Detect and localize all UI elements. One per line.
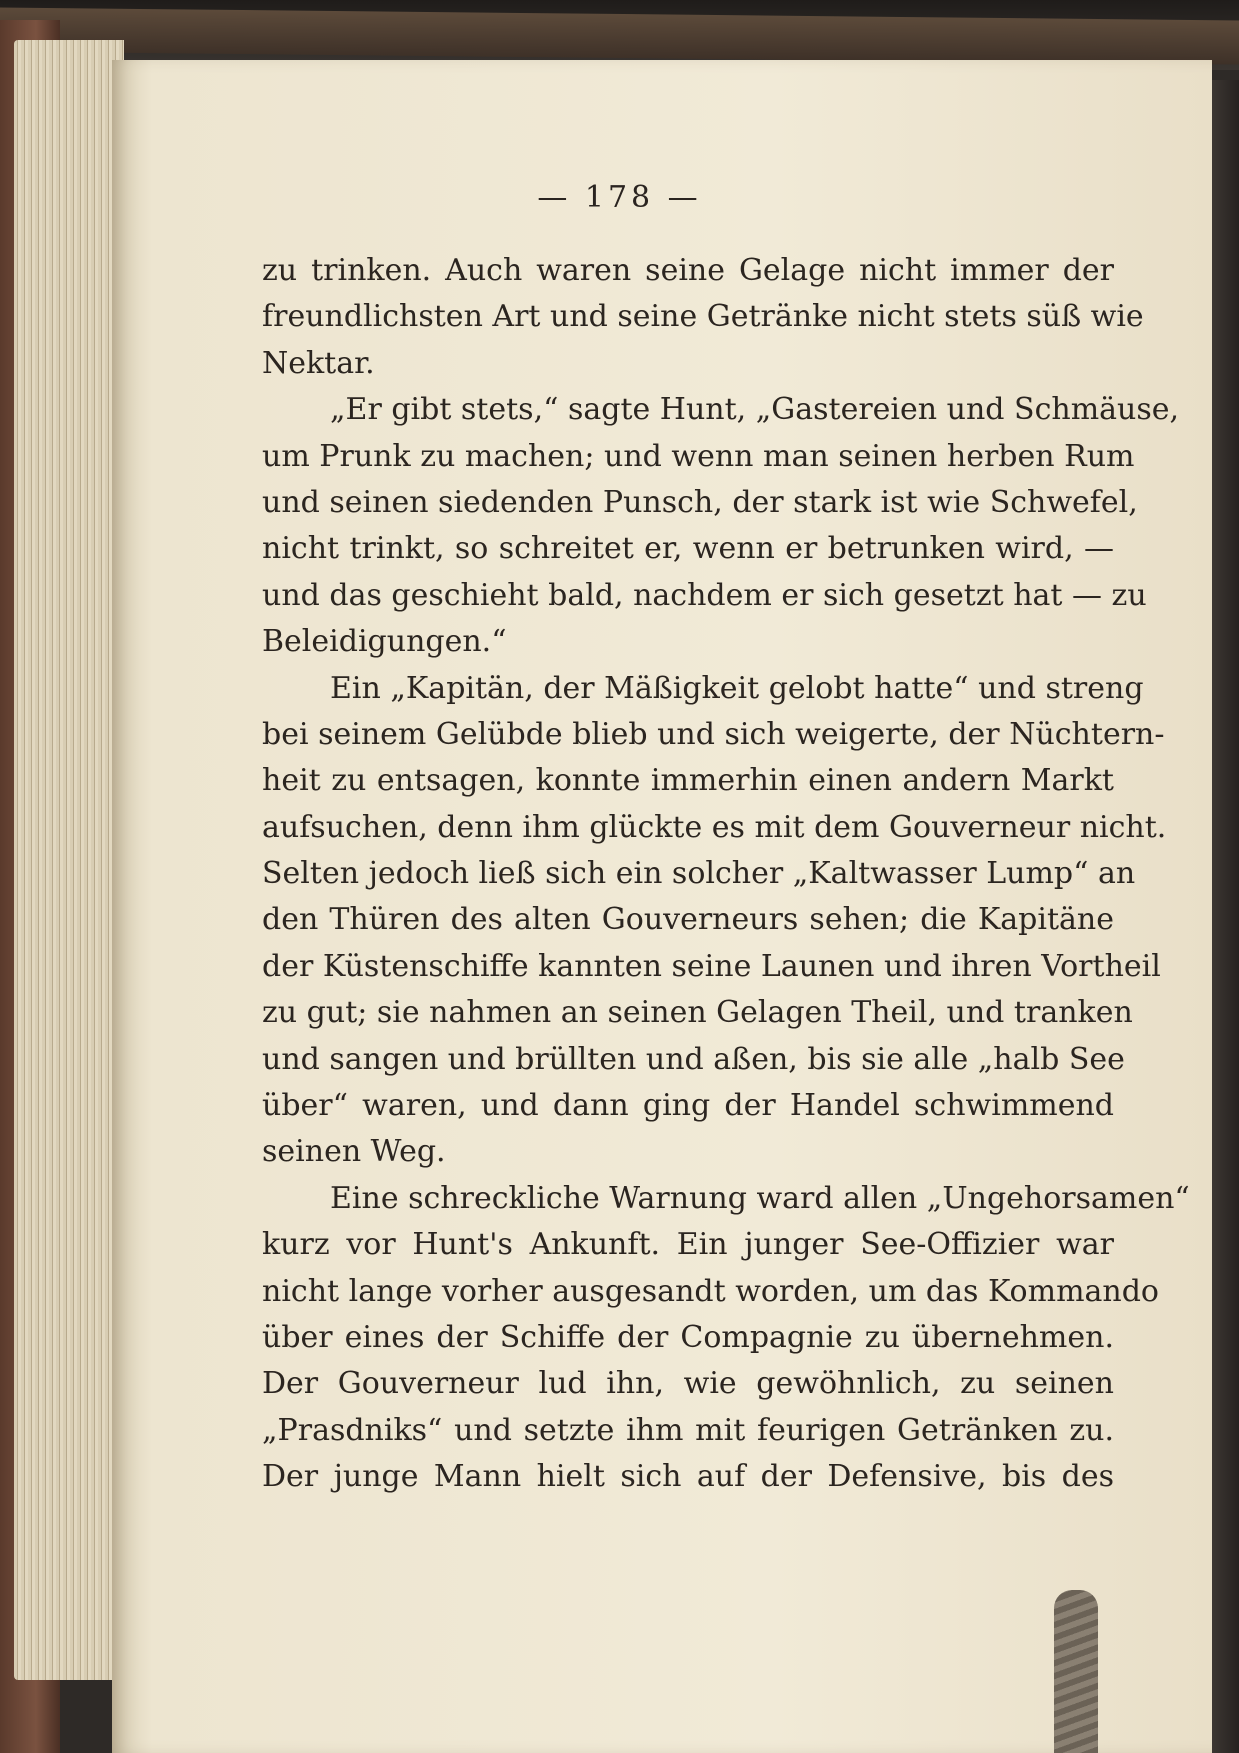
- text-line: kurz vor Hunt's Ankunft. Ein junger See-Offizier war: [262, 1227, 1114, 1263]
- text-line: „Prasdniks“ und setzte ihm mit feurigen Getränken zu.: [262, 1412, 1114, 1448]
- text-line: Eine schreckliche Warnung ward allen „Ungehorsamen“: [330, 1180, 1190, 1216]
- text-line: und sangen und brüllten und aßen, bis sie alle „halb See: [262, 1041, 1125, 1077]
- text-line: Der junge Mann hielt sich auf der Defensive, bis des: [262, 1459, 1114, 1495]
- text-line: seinen Weg.: [262, 1134, 446, 1170]
- text-line: bei seinem Gelübde blieb und sich weigerte, der Nüchtern-: [262, 716, 1165, 752]
- text-line: um Prunk zu machen; und wenn man seinen herben Rum: [262, 438, 1135, 474]
- text-line: freundlichsten Art und seine Getränke nicht stets süß wie: [262, 299, 1144, 335]
- text-line: über eines der Schiffe der Compagnie zu übernehmen.: [262, 1319, 1114, 1355]
- bookmark-ribbon: [1054, 1590, 1098, 1753]
- text-line: der Küstenschiffe kannten seine Launen und ihren Vortheil: [262, 948, 1161, 984]
- text-line: Der Gouverneur lud ihn, wie gewöhnlich, zu seinen: [262, 1366, 1114, 1402]
- text-line: Selten jedoch ließ sich ein solcher „Kaltwasser Lump“ an: [262, 856, 1136, 892]
- body-text: [262, 248, 1190, 1501]
- text-line: zu trinken. Auch waren seine Gelage nicht immer der: [262, 253, 1114, 288]
- text-line: über“ waren, und dann ging der Handel schwimmend: [262, 1088, 1114, 1124]
- text-line: Beleidigungen.“: [262, 624, 507, 660]
- text-line: nicht lange vorher ausgesandt worden, um das Kommando: [262, 1273, 1159, 1309]
- text-line: Nektar.: [262, 345, 375, 381]
- text-line: zu gut; sie nahmen an seinen Gelagen Theil, und tranken: [262, 995, 1133, 1031]
- text-line: den Thüren des alten Gouverneurs sehen; die Kapitäne: [262, 902, 1114, 938]
- text-line: Ein „Kapitän, der Mäßigkeit gelobt hatte“ und streng: [330, 670, 1144, 706]
- page-stack-edge: [14, 40, 124, 1680]
- text-line: „Er gibt stets,“ sagte Hunt, „Gastereien und Schmäuse,: [330, 392, 1180, 428]
- text-line: aufsuchen, denn ihm glückte es mit dem Gouverneur nicht.: [262, 809, 1167, 845]
- text-line: und seinen siedenden Punsch, der stark ist wie Schwefel,: [262, 484, 1138, 520]
- text-line: nicht trinkt, so schreitet er, wenn er betrunken wird, —: [262, 531, 1114, 567]
- text-line: heit zu entsagen, konnte immerhin einen andern Markt: [262, 763, 1114, 799]
- background-right: [1212, 80, 1239, 1753]
- page-number: — 178 —: [537, 180, 702, 215]
- text-line: und das geschieht bald, nachdem er sich gesetzt hat — zu: [262, 577, 1147, 613]
